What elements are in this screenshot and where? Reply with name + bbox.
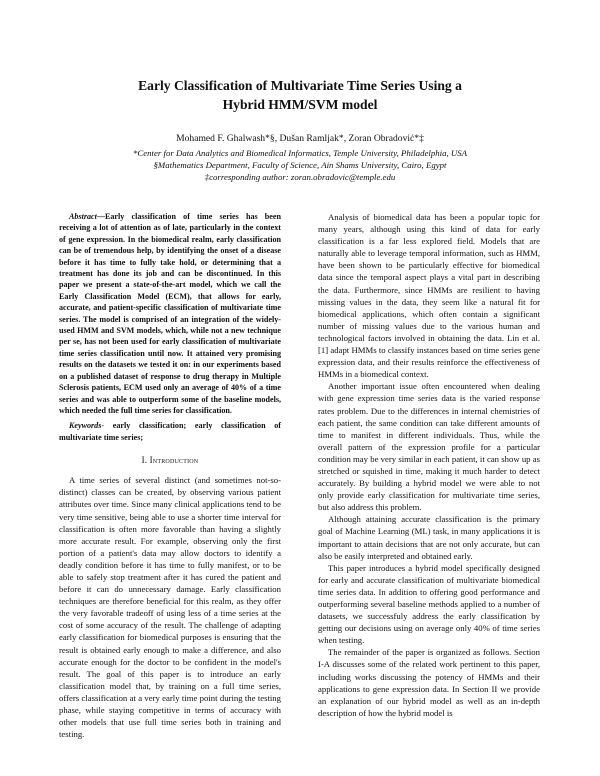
affiliations bbox=[60, 147, 540, 183]
abstract-text: —Early classification of time series has been receiving a lot of attention as of late, particularly in the context of gene expression. In the biomedical realm, early classification can be of tremendous help, by identifying the onset of a disease before it has time to fully take hold, or determining that a treatment has done its job and can be discontinued. In this paper we present a state-of-the-art model, which we call the Early Classification Model (ECM), that allows for early, accurate, and patient-specific classification of multivariate time series. The model is comprised of an integration of the widely-used HMM and SVM models, which, while not a new technique per se, has not been used for early classification of multivariate time series classification until now. It attained very promising results on the datasets we tested it on: in our experiments based on a published dataset of response to drug therapy in Multiple Sclerosis patients, ECM used only an average of 40% of a time series and was able to outperform some of the baseline models, which needed the full time series for classification. bbox=[59, 212, 281, 415]
section-number: I. bbox=[141, 455, 148, 466]
left-column bbox=[59, 211, 281, 740]
abstract bbox=[59, 211, 281, 416]
affiliation-2: §Mathematics Department, Faculty of Science, Ain Shams University, Cairo, Egypt bbox=[153, 160, 447, 170]
body-paragraph: This paper introduces a hybrid model specifically designed for early and accurate classification of multivariate biomedical time series data. In addition to offering good performance and outperforming several baseline methods applied to a number of datasets, we successfuly address the early classification by getting our decisions using on average only 40% of time series when testing. bbox=[318, 562, 540, 646]
abstract-lead: Abstract bbox=[69, 212, 97, 221]
paper-title bbox=[60, 76, 540, 114]
intro-paragraph: A time series of several distinct (and sometimes not-so-distinct) classes can be created, by observing various patient attributes over time. Since many clinical applications tend to be very time sensitive, being able to use a shorter time interval for classification is often more favorable than having a slightly more accurate result. For example, observing only the first portion of a patient's data may allow doctors to identify a deadly condition before it has time to fully manifest, or to be able to safely stop treatment after it has cured the patient and before it can do unnecessary damage. Early classification techniques are therefore beneficial for this realm, as they offer the very favorable tradeoff of using less of a time series at the cost of some accuracy of the result. The challenge of adapting early classification for biomedical purposes is ensuring that the result is obtained early enough to make a difference, and also accurate enough for the doctor to be confident in the model's result. The goal of this paper is to introduce an early classification model that, by training on a full time series, offers classification at a very early time point during the testing phase, while staying competitive in terms of accuracy with other models that use full time series both in training and testing. bbox=[59, 475, 281, 740]
section-title: Introduction bbox=[149, 455, 199, 466]
body-paragraph: Although attaining accurate classification is the primary goal of Machine Learning (ML) task, in many applications it is important to attain decisions that are not only accurate, but can also be easily interpreted and obtained early. bbox=[318, 514, 540, 561]
body-paragraph: The remainder of the paper is organized as follows. Section I-A discusses some of the related work pertinent to this paper, including works discussing the potency of HMMs and their applications to gene expression data. In Section II we provide an explanation of our hybrid model as well as an in-depth description of how the hybrid model is bbox=[318, 647, 540, 718]
title-line-1: Early Classification of Multivariate Time Series Using a bbox=[138, 78, 462, 93]
body-paragraph: Analysis of biomedical data has been a popular topic for many years, although using this kind of data for early classification is a far less explored field. Models that are naturally able to leverage temporal information, such as HMM, have been shown to be particularly effective for biomedical data since the temporal aspect plays a vital part in describing the data. Furthermore, since HMMs are resilient to having missing values in the data, they seem like a natural fit for biomedical applications, which often contain a significant number of missing values due to the various human and technological factors involved in obtaining the data. Lin et al. [1] adapt HMMs to classify instances based on time series gene expression data, and their results reinforce the effectiveness of HMMs in a biomedical context. bbox=[318, 212, 540, 380]
body-paragraph: Another important issue often encountered when dealing with gene expression time series data is the varied response rates problem. Due to the differences in internal chemistries of each patient, the same condition can take different amounts of time to manifest in different individuals. Thus, while the overall pattern of the expression profile for a particular condition may be very similar in each patient, it can show up as stretched or squished in time, making it much harder to detect accurately. By building a hybrid model we were able to not only provide early classification for multivariate time series, but also address this problem. bbox=[318, 381, 540, 513]
keywords-lead: Keywords- bbox=[69, 421, 105, 431]
corresponding-author: ‡corresponding author: zoran.obradovic@temple.edu bbox=[204, 172, 396, 182]
keywords-text: early classification; early classification of multivariate time series; bbox=[59, 421, 281, 442]
affiliation-1: *Center for Data Analytics and Biomedical Informatics, Temple University, Philadelphia, USA bbox=[132, 148, 467, 158]
keywords bbox=[59, 420, 281, 443]
title-line-2: Hybrid HMM/SVM model bbox=[222, 97, 378, 112]
section-heading bbox=[59, 454, 281, 466]
author-list: Mohamed F. Ghalwash*§, Dušan Ramljak*, Zoran Obradović*‡ bbox=[176, 133, 424, 144]
right-column bbox=[318, 211, 540, 719]
